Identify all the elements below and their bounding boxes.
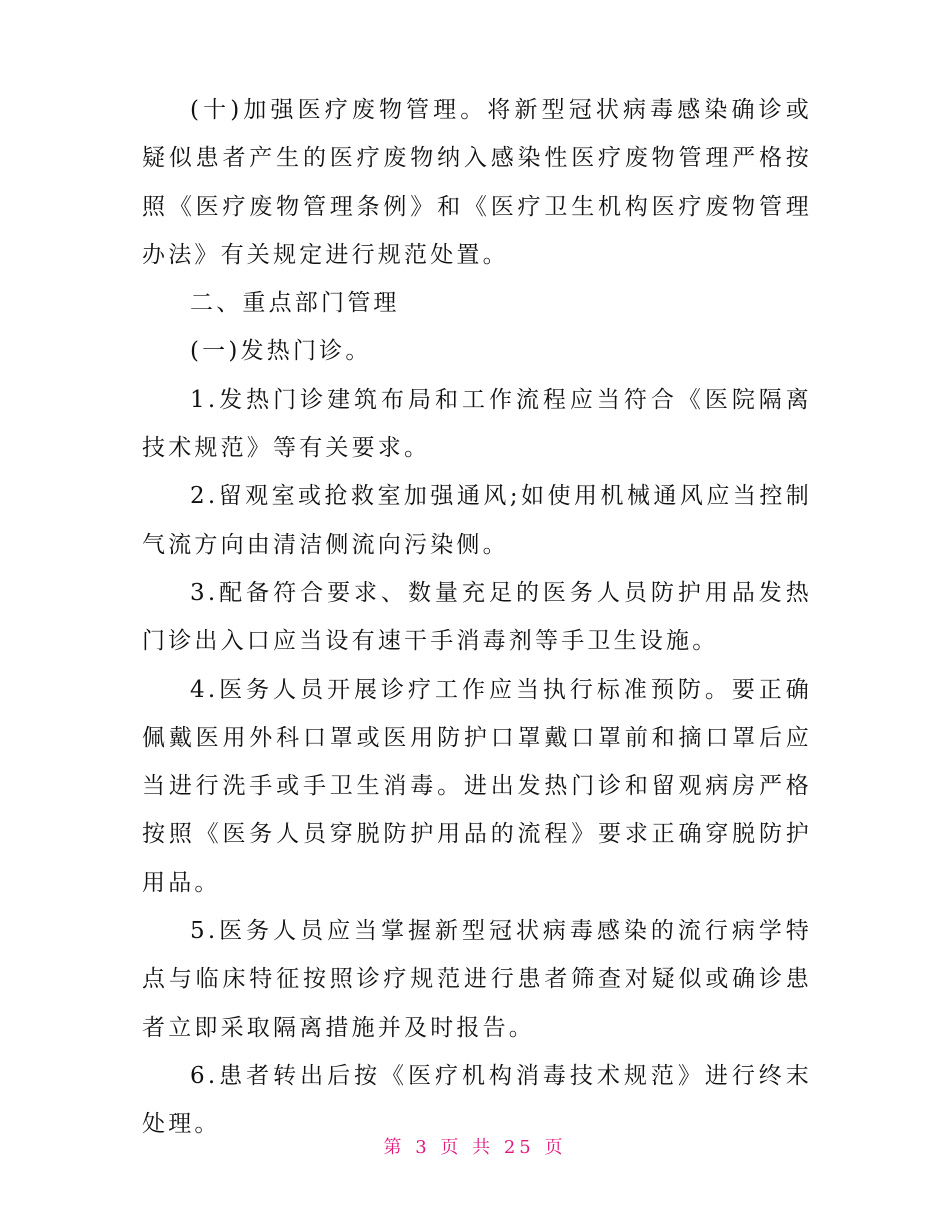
- paragraph-item-2: 2.留观室或抢救室加强通风;如使用机械通风应当控制气流方向由清洁侧流向污染侧。: [142, 483, 812, 558]
- page-footer: [0, 1133, 950, 1159]
- page-number-label: 第 3 页 共 25 页: [383, 1137, 567, 1158]
- paragraph-item-6: 6.患者转出后按《医疗机构消毒技术规范》进行终末处理。: [142, 1062, 812, 1138]
- paragraph-item-1: 1.发热门诊建筑布局和工作流程应当符合《医院隔离技术规范》等有关要求。: [142, 386, 812, 462]
- document-body: [142, 86, 812, 1149]
- section-heading-key-departments: 二、重点部门管理: [190, 290, 400, 317]
- paragraph-item-3: 3.配备符合要求、数量充足的医务人员防护用品发热门诊出入口应当设有速干手消毒剂等手卫生设施。: [142, 579, 812, 655]
- paragraph-medical-waste: (十)加强医疗废物管理。将新型冠状病毒感染确诊或疑似患者产生的医疗废物纳入感染性医疗废物管理严格按照《医疗废物管理条例》和《医疗卫生机构医疗废物管理办法》有关规定进行规范处置。: [142, 97, 812, 268]
- subsection-heading-fever-clinic: (一)发热门诊。: [190, 338, 372, 365]
- paragraph-item-4: 4.医务人员开展诊疗工作应当执行标准预防。要正确佩戴医用外科口罩或医用防护口罩戴口罩前和摘口罩后应当进行洗手或手卫生消毒。进出发热门诊和留观病房严格按照《医务人员穿脱防护用品的流程》要求正确穿脱防护用品。: [142, 676, 812, 896]
- paragraph-item-5: 5.医务人员应当掌握新型冠状病毒感染的流行病学特点与临床特征按照诊疗规范进行患者筛查对疑似或确诊患者立即采取隔离措施并及时报告。: [142, 918, 812, 1041]
